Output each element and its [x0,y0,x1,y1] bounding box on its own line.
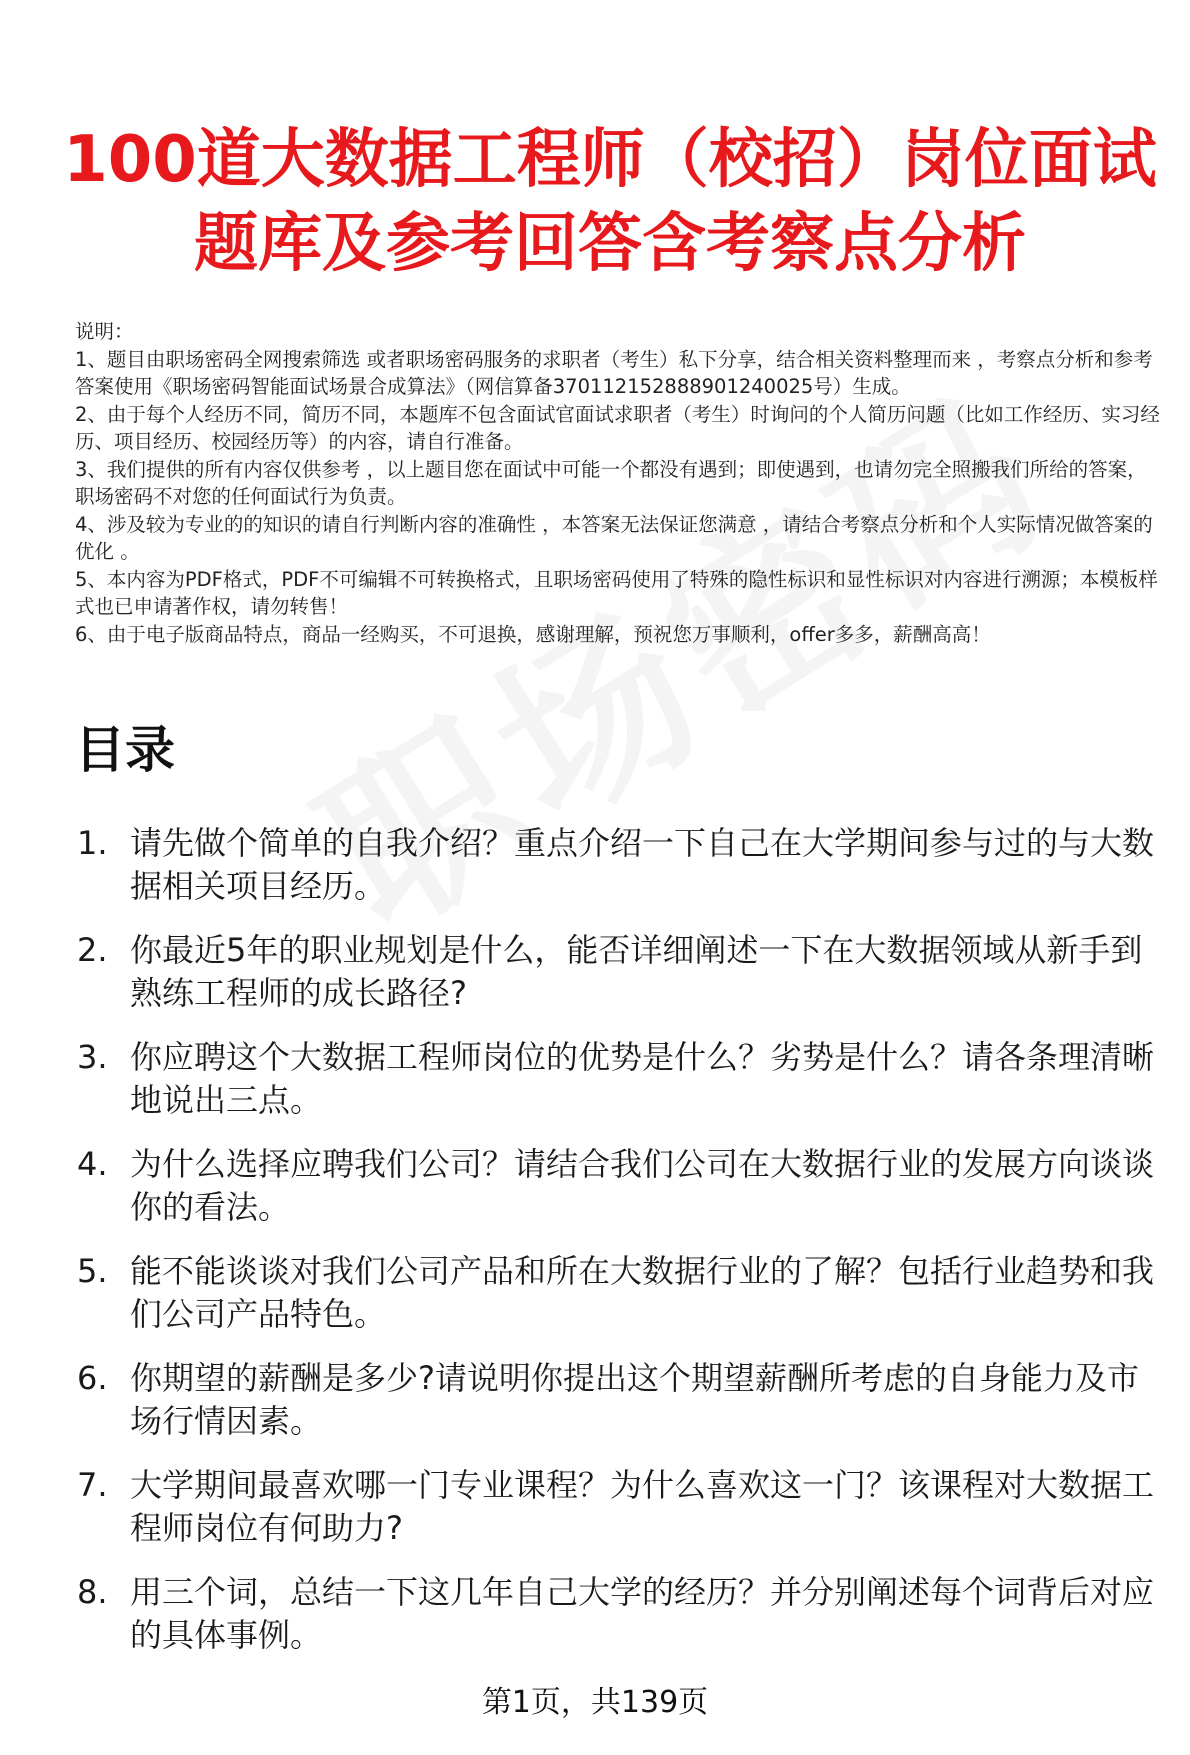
toc-item[interactable] [75,1250,1165,1336]
toc-item-number: 6. [77,1359,108,1397]
note-item: 2、由于每个人经历不同，简历不同，本题库不包含面试官面试求职者（考生）时询问的个人简历问题（比如工作经历、实习经历、项目经历、校园经历等）的内容，请自行准备。 [75,402,1160,453]
toc-item-number: 4. [77,1145,108,1183]
note-item: 4、涉及较为专业的的知识的请自行判断内容的准确性 ，本答案无法保证您满意 ，请结合考察点分析和个人实际情况做答案的优化 。 [75,512,1153,563]
toc-item[interactable] [75,929,1165,1015]
toc-item-number: 3. [77,1038,108,1076]
toc-item-number: 1. [77,824,108,862]
toc-item[interactable] [75,1143,1165,1229]
toc-list [75,822,1165,1678]
note-item: 3、我们提供的所有内容仅供参考 ，以上题目您在面试中可能一个都没有遇到；即使遇到，也请勿完全照搬我们所给的答案，职场密码不对您的任何面试行为负责。 [75,457,1147,508]
toc-item-text: 能不能谈谈对我们公司产品和所在大数据行业的了解？包括行业趋势和我们公司产品特色。 [130,1252,1155,1333]
note-item: 5、本内容为PDF格式，PDF不可编辑不可转换格式，且职场密码使用了特殊的隐性标识和显性标识对内容进行溯源；本模板样式也已申请著作权，请勿转售！ [75,567,1158,618]
toc-item-text: 请先做个简单的自我介绍？重点介绍一下自己在大学期间参与过的与大数据相关项目经历。 [130,824,1155,905]
toc-item-number: 7. [77,1466,108,1504]
toc-item[interactable] [75,1571,1165,1657]
toc-item[interactable] [75,1357,1165,1443]
note-item: 6、由于电子版商品特点，商品一经购买，不可退换，感谢理解，预祝您万事顺利，offer多多，薪酬高高！ [75,622,991,646]
toc-item-number: 8. [77,1573,108,1611]
toc-item[interactable] [75,822,1165,908]
page-number-footer: 第1页，共139页 [481,1685,709,1720]
toc-item-text: 大学期间最喜欢哪一门专业课程？为什么喜欢这一门？该课程对大数据工程师岗位有何助力? [130,1466,1155,1547]
toc-item[interactable] [75,1036,1165,1122]
toc-item-text: 你最近5年的职业规划是什么，能否详细阐述一下在大数据领域从新手到熟练工程师的成长路径? [130,931,1143,1012]
note-item: 1、题目由职场密码全网搜索筛选 或者职场密码服务的求职者（考生）私下分享，结合相关资料整理而来 ，考察点分析和参考答案使用《职场密码智能面试场景合成算法》（网信算备370112152888901240025号）生成。 [75,347,1153,398]
toc-item-number: 2. [77,931,108,969]
document-title: 100道大数据工程师（校招）岗位面试题库及参考回答含考察点分析 [63,123,1157,281]
toc-heading: 目录 [75,721,175,779]
toc-item-text: 为什么选择应聘我们公司？请结合我们公司在大数据行业的发展方向谈谈你的看法。 [130,1145,1155,1226]
toc-item-number: 5. [77,1252,108,1290]
toc-item[interactable] [75,1464,1165,1550]
toc-item-text: 你期望的薪酬是多少?请说明你提出这个期望薪酬所考虑的自身能力及市场行情因素。 [130,1359,1139,1440]
toc-item-text: 你应聘这个大数据工程师岗位的优势是什么？劣势是什么？请各条理清晰地说出三点。 [130,1038,1155,1119]
toc-item-text: 用三个词，总结一下这几年自己大学的经历？并分别阐述每个词背后对应的具体事例。 [130,1573,1155,1654]
notes-label: 说明： [75,320,134,343]
notes-section [75,318,1160,648]
